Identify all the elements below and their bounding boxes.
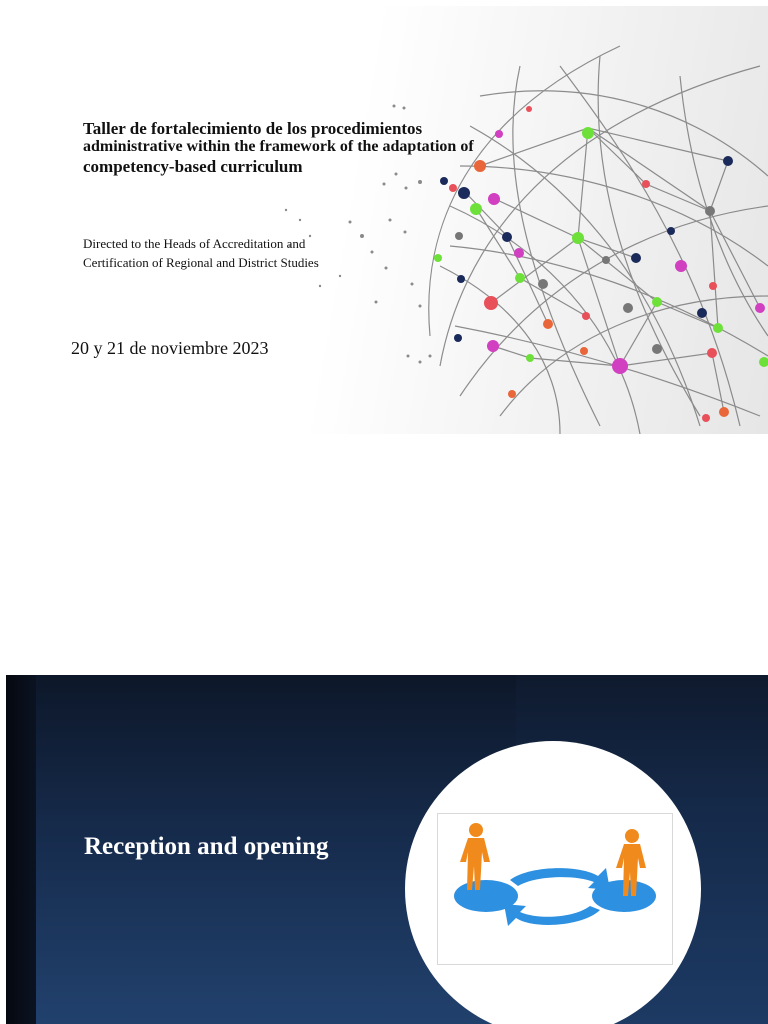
slide-subtitle — [83, 234, 403, 272]
title-line-2: administrative within the framework of the adaptation of — [83, 138, 474, 155]
slide-left-bar — [6, 675, 36, 1024]
title-line-3: competency-based curriculum — [83, 157, 303, 176]
people-exchange-icon — [437, 813, 673, 965]
subtitle-line-1: Directed to the Heads of Accreditation and — [83, 236, 306, 251]
reception-title: Reception and opening — [84, 833, 329, 860]
subtitle-line-2: Certification of Regional and District Studies — [83, 255, 319, 270]
event-date: 20 y 21 de noviembre 2023 — [71, 338, 269, 358]
reception-slide — [6, 675, 768, 1024]
network-globe-icon — [0, 6, 768, 434]
title-slide — [0, 6, 768, 434]
people-exchange-graphic — [438, 814, 672, 964]
title-line-1: Taller de fortalecimiento de los procedimientos — [83, 119, 423, 138]
slide-title — [83, 120, 503, 176]
